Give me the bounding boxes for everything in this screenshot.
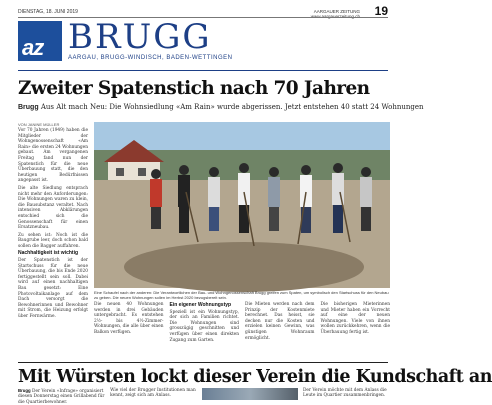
article-divider (18, 362, 388, 363)
lead-place: Brugg (18, 388, 31, 393)
paragraph: Speziell ist ein Wohnungstyp, der sich an Familien richtet. Die Wohnungen sind grosszügig geschnitten und verfügen über einen direkten Zugang zum Garten. (169, 309, 239, 343)
second-article (18, 388, 390, 405)
paragraph: Wie viel der Brugger Institutionen man kennt, zeigt sich am Anlass. (110, 388, 196, 399)
text-column (245, 302, 315, 360)
lead-text: Aus Alt mach Neu: Die Wohnsiedlung «Am Rain» wurde abgerissen. Jetzt entstehen 40 statt 24 Wohnungen (38, 103, 424, 111)
paper-title: AARGAUER ZEITUNG (313, 9, 360, 14)
text-column (94, 302, 164, 360)
masthead-divider (18, 70, 388, 71)
section-title: BRUGG (68, 17, 212, 57)
paragraph: Die bisherigen Mieterinnen und Mieter haben ein Vorrecht auf eine der neuen Wohnungen. Viele von ihnen wollen zurückkehren, wenn die Überbauung fertig ist. (320, 302, 390, 335)
text-column (18, 388, 105, 405)
left-text-column (18, 128, 88, 360)
az-logo-text: az (22, 35, 44, 60)
article-lead (18, 103, 424, 111)
text-column (321, 302, 391, 360)
text-column (110, 388, 197, 400)
paragraph: Der Spatenstich ist der Startschuss für die neue Überbauung, die bis Ende 2020 fertiggestellt sein soll. Dabei wird auf einen nachhaltigen Bau gesetzt: Eine Photovoltaikanlage auf dem Dach versorgt die Bewohnerinnen und Bewohner mit Strom, die Heizung erfolgt über Fernwärme. (18, 258, 88, 319)
article-photo (94, 122, 390, 288)
second-article-photo (202, 388, 298, 400)
page-number: 19 (374, 4, 388, 18)
text-column (303, 388, 390, 400)
subheading: Nachhaltigkeit ist wichtig (18, 250, 79, 257)
paragraph: Vor 70 Jahren (1949) haben die Mitglieder der Wohngenossenschaft «Am Rain» die ersten 24 Wohnungen gebaut. Am vergangenen Freitag fand nun der Spatenstich für die neue Überbauung statt, die den heutigen Bedürfnissen angepasst ist. (18, 128, 88, 184)
paragraph: Die Mieten werden nach dem Prinzip der Kostenmiete berechnet. Das heisst, sie decken nur die Kosten und erzielen keinen Gewinn, was günstigen Wohnraum ermöglicht. (245, 302, 315, 341)
article-headline: Zweiter Spatenstich nach 70 Jahren (18, 78, 370, 99)
text-column (170, 302, 240, 360)
paragraph: Zu sehen ist: Noch ist die Baugrube leer, doch schon bald sollen die Bagger auffahren. (18, 232, 88, 249)
masthead (18, 17, 388, 67)
paragraph: Die alte Siedlung entsprach nicht mehr den Anforderungen: Die Wohnungen waren zu klein, die Bausubstanz veraltet. Nach intensiven Abklärungen entschied sich die Genossenschaft für einen Ersatzneubau. (18, 185, 88, 231)
section-subtitle: AARGAU, BRUGG-WINDISCH, BADEN-WETTINGEN (68, 55, 233, 61)
subheading: Ein eigener Wohnungstyp (169, 302, 232, 308)
paragraph: Der Verein möchte mit dem Anlass die Leute im Quartier zusammenbringen. (302, 388, 387, 399)
issue-date: DIENSTAG, 18. JUNI 2019 (18, 9, 78, 15)
lead-text: Der Verein «Infrage» organisiert diesen Donnerstag einen Grillabend für die Quartierbewohner. (18, 389, 105, 405)
second-headline: Mit Würsten lockt dieser Verein die Kundschaft an (18, 367, 492, 387)
photo-caption: Eine Schaufel nach der anderen: Die Verantwortlichen der Bau- und Wohngenossenschaft Brugg greifen zum Spaten, um symbolisch den Startschuss für den Neubau zu geben. Die neuen Wohnungen sollen im Herbst 2020 bezugsbereit sein. (94, 290, 389, 300)
paragraph: Die neuen 40 Wohnungen werden in drei Gebäuden untergebracht. Es entstehen 2½- bis 4½-Zimmer-Wohnungen, die alle über einen Balkon verfügen. (94, 302, 164, 335)
az-logo (18, 21, 62, 61)
paper-url: www.aargauerzeitung.ch (310, 14, 360, 19)
page-header (18, 4, 388, 18)
article-author: VON JANINE MÜLLER (18, 122, 60, 127)
lead-place: Brugg (18, 104, 39, 111)
groundbreaking-photo (94, 122, 390, 288)
body-columns (94, 302, 390, 360)
